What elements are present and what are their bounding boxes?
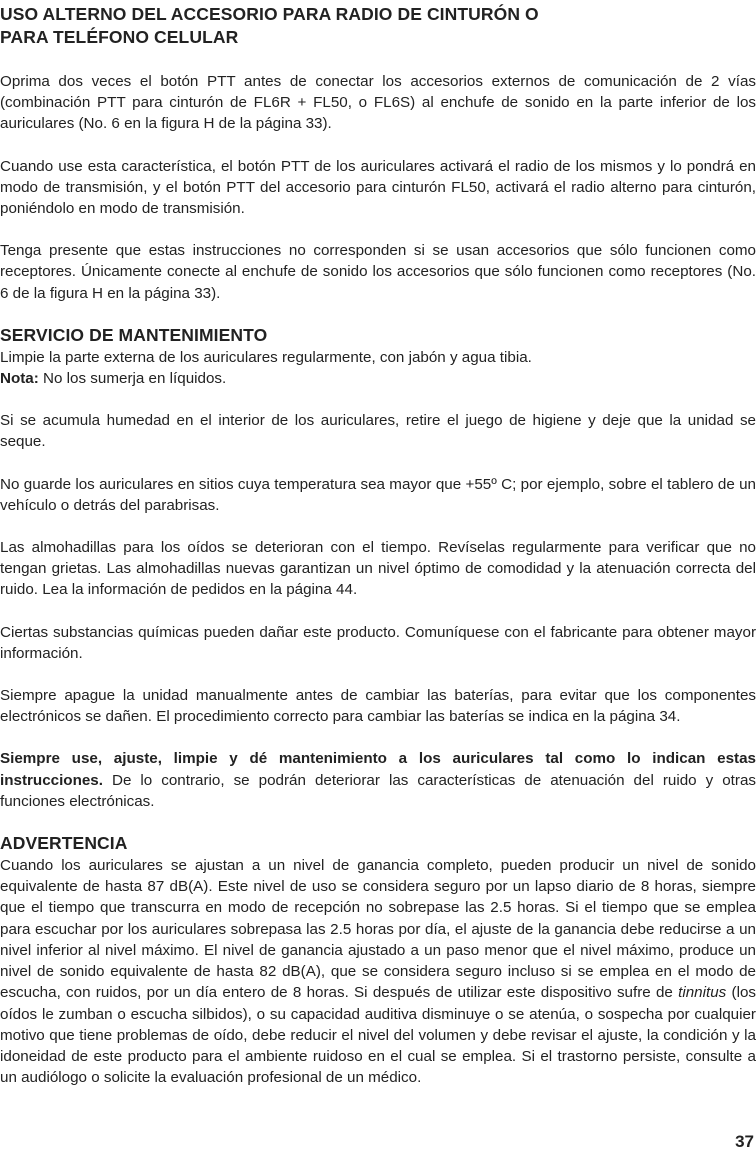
note-label: Nota:: [0, 370, 39, 388]
maintenance-emphasis-rest: De lo contrario, se podrán deteriorar las características de atenuación del ruido y otras funciones electrónicas.: [0, 771, 756, 810]
warning-text-part2: (los oídos le zumban o escucha silbidos), o su capacidad auditiva disminuye o se atenúa, o sospecha por cualquier motivo que tiene problemas de oído, debe reducir el nivel del volumen y debe revisar el ajuste, la condición y la idoneidad de este producto para el ambiente ruidoso en el cual se emplea. Si el trastorno persiste, consulte a un audiólogo o solicite la evaluación profesional de un médico.: [0, 984, 756, 1087]
warning-text-part1: Cuando los auriculares se ajustan a un nivel de ganancia completo, pueden producir un nivel de sonido equivalente de hasta 87 dB(A). Este nivel de uso se considera seguro por un lapso diario de 8 horas, siempre que el tiempo que transcurra en modo de recepción no sobrepase las 2.5 horas. Si el tiempo que se emplea para escuchar por los auriculares sobrepasa las 2.5 horas por día, el ajuste de la ganancia debe reducirse a un nivel inferior al nivel máximo. El nivel de ganancia ajustado a un paso menor que el nivel máximo, produce un nivel de sonido equivalente de hasta 82 dB(A), que se considera seguro incluso si se emplea en el modo de escucha, con ruidos, por un día entero de 8 horas. Si después de utilizar este dispositivo sufre de: [0, 857, 756, 1002]
warning-tinnitus-term: tinnitus: [678, 984, 727, 1002]
note-text: No los sumerja en líquidos.: [38, 370, 227, 388]
alt-use-paragraph-2: Cuando use esta característica, el botón PTT de los auriculares activará el radio de los mismos y lo pondrá en modo de transmisión, y el botón PTT del accesorio para cinturón FL50, activará el radio alterno para cinturón, poniéndolo en modo de transmisión.: [0, 157, 756, 218]
alt-use-paragraph-3: Tenga presente que estas instrucciones no corresponden si se usan accesorios que sólo funcionen como receptores. Únicamente conecte al enchufe de sonido los accesorios que sólo funcionen como receptores (No. 6 de la figura H en la página 33).: [0, 242, 756, 302]
alt-use-heading: [0, 3, 756, 49]
maintenance-note: [0, 368, 756, 389]
alt-use-heading-line2: PARA TELÉFONO CELULAR: [0, 27, 239, 47]
maintenance-paragraph-2: Si se acumula humedad en el interior de los auriculares, retire el juego de higiene y deje que la unidad se seque.: [0, 412, 756, 451]
maintenance-paragraph-3: No guarde los auriculares en sitios cuya temperatura sea mayor que +55º C; por ejemplo, sobre el tablero de un vehículo o detrás del parabrisas.: [0, 475, 756, 514]
alt-use-paragraph-1: Oprima dos veces el botón PTT antes de conectar los accesorios externos de comunicación de 2 vías (combinación PTT para cinturón de FL6R + FL50, o FL6S) al enchufe de sonido en la parte inferior de los auriculares (No. 6 en la figura H de la página 33).: [0, 73, 756, 133]
alt-use-heading-line1: USO ALTERNO DEL ACCESORIO PARA RADIO DE CINTURÓN O: [0, 4, 539, 24]
maintenance-heading: SERVICIO DE MANTENIMIENTO: [0, 324, 268, 345]
warning-paragraph: [0, 855, 756, 1088]
warning-heading: ADVERTENCIA: [0, 833, 128, 854]
maintenance-paragraph-1: Limpie la parte externa de los auriculares regularmente, con jabón y agua tibia.: [0, 348, 532, 366]
maintenance-paragraph-4: Las almohadillas para los oídos se deterioran con el tiempo. Revíselas regularmente para verificar que no tengan grietas. Las almohadillas nuevas garantizan un nivel óptimo de comodidad y la atenuación correcta del ruido. Lea la información de pedidos en la página 44.: [0, 539, 756, 599]
page-number: 37: [735, 1132, 754, 1151]
maintenance-paragraph-7: [0, 748, 756, 812]
maintenance-paragraph-5: Ciertas substancias químicas pueden dañar este producto. Comuníquese con el fabricante para obtener mayor información.: [0, 623, 756, 662]
maintenance-emphasis: Siempre use, ajuste, limpie y dé mantenimiento a los auriculares tal como lo indican estas instrucciones.: [0, 750, 756, 789]
maintenance-paragraph-6: Siempre apague la unidad manualmente antes de cambiar las baterías, para evitar que los componentes electrónicos se dañen. El procedimiento correcto para cambiar las baterías se indica en la página 34.: [0, 687, 756, 726]
